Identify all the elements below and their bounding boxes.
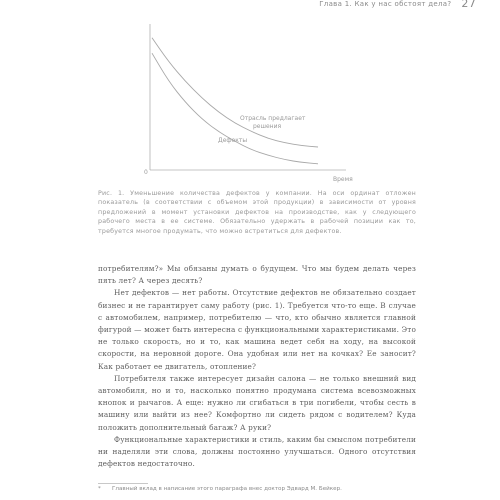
body-text: [98, 263, 416, 470]
footnote: [98, 486, 416, 492]
series-line-defects: [152, 53, 318, 164]
paragraph-4: Функциональные характеристики и стиль, каким бы смыслом потребители ни наделяли эти слова, должны постоянно улучшаться. Одного отсутствия дефектов недостаточно.: [98, 434, 416, 469]
series-label-defects: Дефекты: [218, 137, 248, 144]
running-title: Глава 1. Как у нас обстоят дела?: [319, 0, 452, 8]
footnote-mark: *: [98, 486, 101, 492]
running-header: [268, 0, 476, 12]
origin-label: 0: [144, 169, 148, 176]
footnote-divider: [98, 483, 148, 484]
figure-caption: Рис. 1. Уменьшение количества дефектов у компании. На оси ординат отложен показатель (в соответствии с объемом этой продукции) в зависимости от уровня предложений в момент установки дефектов на производстве, как у следующего рабочего места в ее системе. Обязательно удержать в рабочей позиции как то, требуется многое продумать, что можно встретиться для дефектов.: [98, 190, 416, 235]
x-axis-label: Время: [333, 176, 353, 183]
figure-chart: [140, 22, 360, 187]
paragraph-2: Нет дефектов — нет работы. Отсутствие дефектов не обязательно создает бизнес и не гарантирует саму работу (рис. 1). Требуется что-то еще. В случае с автомобилем, например, потребителю — что, кто обычно является главной фигурой — может быть интересна с функциональными характеристиками. Это не только скорость, но и то, как машина ведет себя на ходу, на высокой скорости, на неровной дороге. Она удобная или нет на кочках? Ее заносит? Как работает ее двигатель, отопление?: [98, 288, 416, 371]
series-label-supply-line2: решения: [253, 123, 282, 130]
paragraph-1: потребителям?» Мы обязаны думать о будущем. Что мы будем делать через пять лет? А через десять?: [98, 264, 416, 286]
footnote-text: Главный вклад в написание этого параграфа внес доктор Эдвард М. Бейкер.: [112, 486, 342, 492]
paragraph-3: Потребителя также интересует дизайн салона — не только внешний вид автомобиля, но и то, насколько понятно продумана система всевозможных кнопок и рычагов. А еще: нужно ли сгибаться в три погибели, чтобы сесть в машину или выйти из нее? Комфортно ли сидеть рядом с водителем? Куда положить дополнительный багаж? А руки?: [98, 373, 416, 432]
series-label-supply-line1: Отрасль предлагает: [240, 115, 306, 122]
page-number: 27: [461, 0, 476, 10]
